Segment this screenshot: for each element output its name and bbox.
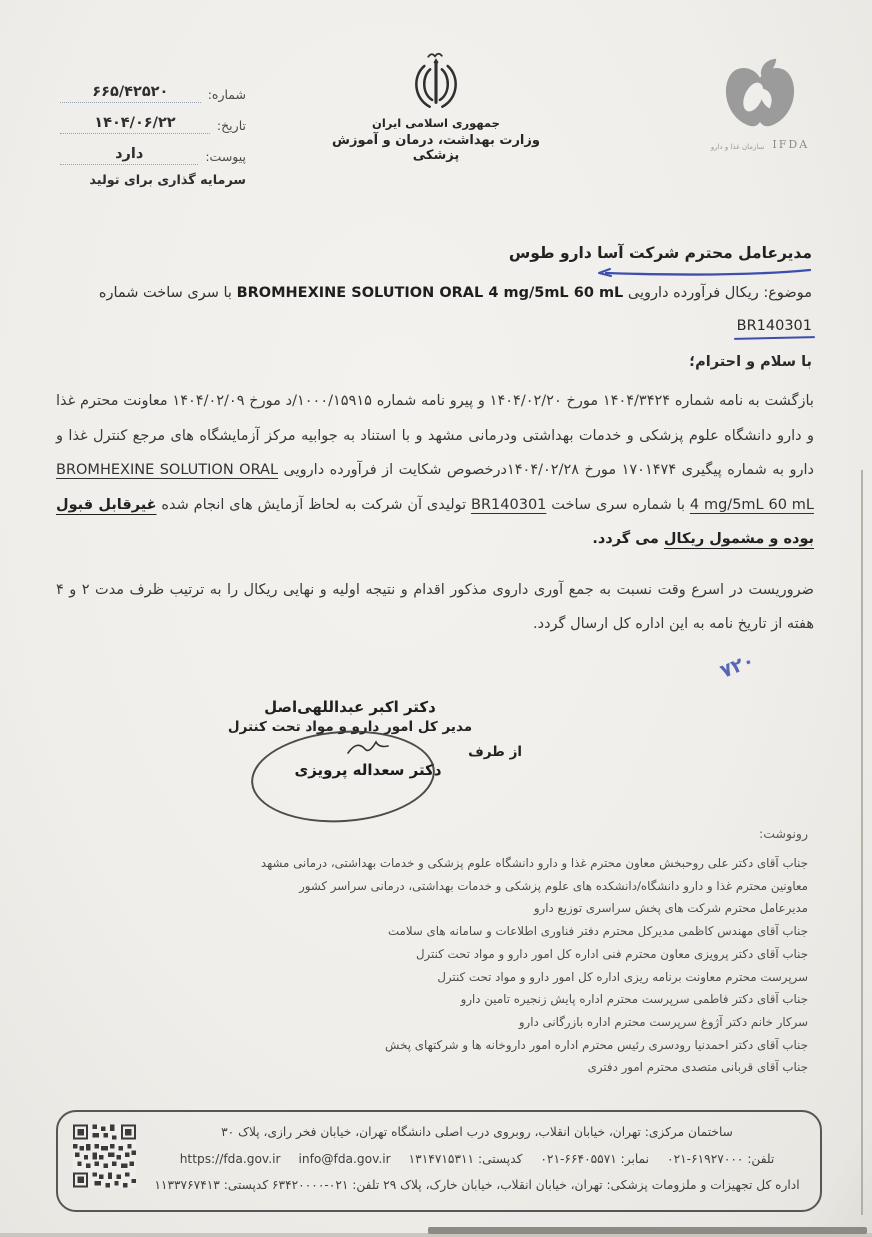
footer-contact-box [56,1110,822,1212]
attachment-label: پیوست: [205,149,246,164]
cc-label: رونوشت: [759,826,808,841]
cc-item: جناب آقای دکتر علی روحبخش معاون محترم غذا و دارو دانشگاه علوم پزشکی و خدمات بهداشتی، درمانی مشهد [260,856,808,870]
cc-list [60,852,808,1079]
postal-label: کدپستی: [477,1151,523,1166]
fax-number: ۰۲۱-۶۶۴۰۵۵۷۱ [540,1151,617,1166]
meta-row-number [60,72,246,103]
signatory-title: مدیر کل امور دارو و مواد تحت کنترل [227,719,473,735]
iran-national-emblem-icon [404,50,468,114]
cc-item: معاونین محترم غذا و دارو دانشگاه/دانشکده های علوم پزشکی و خدمات بهداشتی، درمانی سراسر کشور [299,878,808,893]
blue-pen-underline-icon [596,265,814,280]
cc-item: سرکار خانم دکتر آژوغ سرپرست محترم اداره بازرگانی دارو [518,1014,808,1029]
phone-label: تلفن: [747,1151,775,1166]
date-label: تاریخ: [216,118,246,133]
meta-row-attachment [60,134,246,165]
footer-contact-line [154,1146,800,1173]
p1-text-a: بازگشت به نامه شماره ۱۴۰۴/۳۴۲۴ مورخ ۱۴۰۴/۰۲/۲۰ و پیرو نامه شماره ۱۰۰۰/۱۵۹۱۵/د مورخ ۱۴۰۴/۰۲/۰۹ معاونت محترم غذا و دارو دانشگاه علوم پزشکی و خدمات بهداشتی ودرمانی مشهد و با استناد به جوابیه مرکز آزمایشگاه های مرجع کنترل غذا و دارو به شماره پیگیری ۱۷۰۱۴۷۴ مورخ ۱۴۰۴/۰۲/۲۸درخصوص شکایت از فرآورده دارویی [56,393,815,478]
addressee-name: مدیرعامل محترم شرکت آسا دارو طوس [508,244,812,262]
footer-address-line-3: اداره کل تجهیزات و ملزومات پزشکی: تهران، خیابان انقلاب، خیابان خارک، پلاک ۲۹ تلفن: ۰۲۱-۶۳۴۲۰۰۰۰ کدپستی: ۱۱۳۳۷۶۷۴۱۳ [154,1178,800,1192]
footer-address-line-1: ساختمان مرکزی: تهران، خیابان انقلاب، روبروی درب اصلی دانشگاه تهران، خیابان فخر رازی، پلاک ۳۰ [221,1125,733,1139]
scan-edge-right [861,470,863,1215]
p1-text-d: می گردد. [592,531,664,547]
subject-batch-number: BR140301 [736,318,812,334]
footer-postal [409,1146,523,1173]
meta-row-date [60,103,246,134]
letter-body [56,384,814,642]
footer-fax [540,1146,649,1173]
letterhead-center [330,50,542,163]
meta-note: سرمایه گذاری برای تولید [89,173,246,188]
p1-text-b: با شماره سری ساخت [546,496,690,513]
handwritten-number-note: ۷۲۰ [717,649,758,683]
cc-item: مدیرعامل محترم شرکت های پخش سراسری توزیع دارو [533,901,808,916]
fax-label: نمابر: [620,1151,650,1166]
qr-code-icon [73,1122,136,1190]
body-paragraph-2: ضروریست در اسرع وقت نسبت به جمع آوری داروی مذکور اقدام و نتیجه اولیه و نهایی ریکال را به ترتیب ظرف مدت ۲ و ۴ هفته از تاریخ نامه به این اداره کل ارسال گردد. [56,581,814,632]
subject-text-2: با سری ساخت شماره [98,285,232,301]
letter-opening-block [58,242,812,370]
cc-item: جناب آقای مهندس کاظمی مدیرکل محترم دفتر فناوری اطلاعات و سامانه های سلامت [387,924,808,939]
on-behalf-label: از طرف [468,744,522,760]
attachment-value: دارد [60,146,198,165]
p1-recall-verdict: غیرقابل قبول بوده و مشمول ریکال [56,496,814,547]
ministry-name: وزارت بهداشت، درمان و آموزش پزشکی [332,133,540,163]
number-label: شماره: [207,87,246,102]
p1-batch-number: BR140301 [471,496,547,513]
ifda-org-name-en: IFDA [772,138,810,151]
footer-phone [667,1146,774,1173]
footer-email: info@fda.gov.ir [298,1151,391,1166]
ifda-org-name-fa: سازمان غذا و دارو [710,143,765,151]
country-name: جمهوری اسلامی ایران [372,116,500,130]
subject-text-1: ریکال فرآورده دارویی [627,285,759,301]
deputy-name: دکتر سعداله پرویزی [294,761,442,779]
salutation: با سلام و احترام؛ [689,354,812,370]
cc-item: جناب آقای دکتر احمدنیا رودسری رئیس محترم اداره امور داروخانه ها و شرکتهای پخش [385,1037,808,1052]
phone-number: ۰۲۱-۶۱۹۲۷۰۰۰ [667,1151,744,1166]
subject-label: موضوع: [763,285,812,301]
p1-drug-name: BROMHEXINE SOLUTION ORAL 4 mg/5mL 60 mL [56,462,814,513]
ifda-caption-row [698,138,822,151]
subject-drug-name: BROMHEXINE SOLUTION ORAL 4 mg/5mL 60 mL [236,285,624,301]
signature-scribble-icon [344,738,392,758]
footer-url: https://fda.gov.ir [179,1151,281,1166]
subject-line [58,277,812,343]
cc-item: جناب آقای دکتر پرویزی معاون محترم فنی اداره کل امور دارو و مواد تحت کنترل [415,946,808,961]
addressee-line [58,242,812,264]
ifda-logo-block [698,56,822,151]
cc-item: جناب آقای قربانی متصدی محترم امور دفتری [587,1060,808,1075]
p1-text-c: تولیدی آن شرکت به لحاظ آزمایش های انجام شده [156,496,472,513]
cc-item: سرپرست محترم معاونت برنامه ریزی اداره کل امور دارو و مواد تحت کنترل [437,969,808,984]
number-value: ۶۶۵/۴۲۵۲۰ [60,84,201,103]
postal-code: ۱۳۱۴۷۱۵۳۱۱ [408,1151,475,1166]
cc-item: جناب آقای دکتر فاطمی سرپرست محترم اداره پایش زنجیره تامین دارو [460,992,808,1007]
signatory-name: دکتر اکبر عبداللهی‌اصل [264,698,436,716]
ifda-apple-logo-icon [717,56,803,138]
letter-meta-block [60,72,246,188]
date-value: ۱۴۰۴/۰۶/۲۲ [60,115,210,134]
body-paragraph-1 [56,384,814,557]
scan-edge-bottom-dark [428,1227,867,1234]
